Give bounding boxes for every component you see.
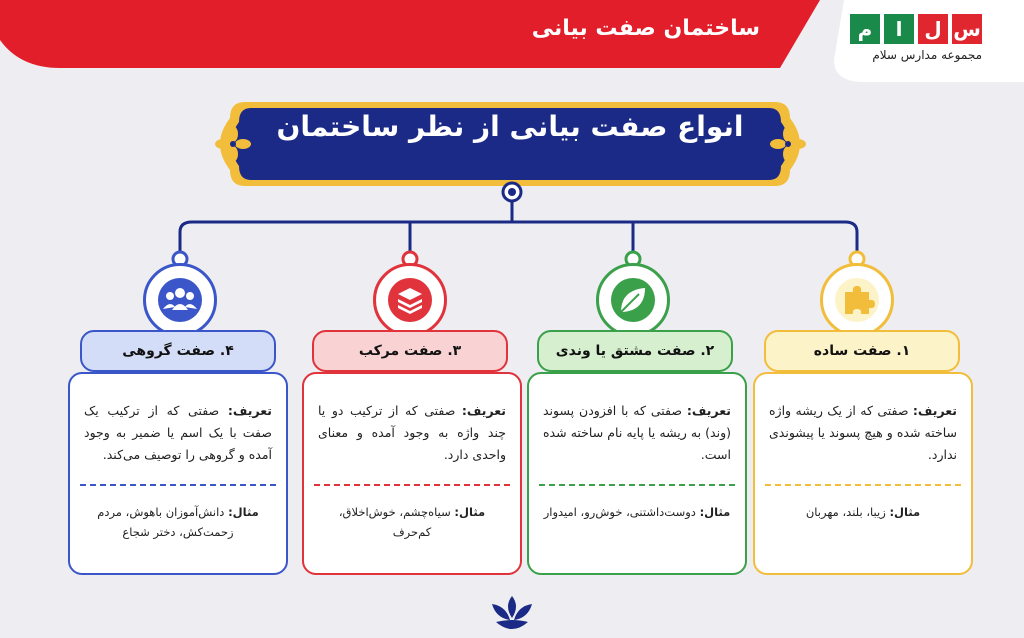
leaf-icon-circle [596,263,670,337]
logo-letter: م [850,14,880,44]
card-example [543,502,731,522]
example-text: دوست‌داشتنی، خوش‌رو، امیدوار [543,505,696,519]
card-title: ۲. صفت مشتق یا وندی [537,330,733,372]
card-definition [318,400,506,466]
leaf-icon [609,276,657,324]
definition-text: صفتی که از ترکیب یک صفت با یک اسم یا ضمیر به وجود آمده و گروهی را توصیف می‌کند. [84,403,272,462]
example-label: مثال: [699,505,731,519]
group-icon-circle [143,263,217,337]
card-definition [84,400,272,466]
group-icon [156,276,204,324]
definition-label: تعریف: [912,403,957,418]
card-definition [769,400,957,466]
card-title: ۴. صفت گروهی [80,330,276,372]
example-text: دانش‌آموزان باهوش، مردم زحمت‌کش، دختر شجاع [97,505,234,539]
logo-letter: س [952,14,982,44]
puzzle-icon-circle [820,263,894,337]
header-title: ساختمان صفت بیانی [531,16,760,41]
example-label: مثال: [889,505,921,519]
card-title: ۱. صفت ساده [764,330,960,372]
bottom-logo-icon [486,588,538,638]
layers-icon [386,276,434,324]
definition-text: صفتی که با افزودن پسوند (وند) به ریشه یا پایه نام ساخته شده است. [543,403,731,462]
divider [765,484,961,486]
divider [314,484,510,486]
layers-icon-circle [373,263,447,337]
logo-subtitle: مجموعه مدارس سلام [872,48,982,62]
example-text: سیاه‌چشم، خوش‌اخلاق، کم‌حرف [338,505,451,539]
logo-letter: ا [884,14,914,44]
divider [80,484,276,486]
divider [539,484,735,486]
definition-text: صفتی که از ترکیب دو یا چند واژه به وجود آمده و معنای واحدی دارد. [318,403,506,462]
card-example [84,502,272,542]
definition-label: تعریف: [461,403,506,418]
card-example [318,502,506,542]
logo-letter: ل [918,14,948,44]
definition-text: صفتی که از یک ریشه واژه ساخته شده و هیچ پسوند یا پیشوندی ندارد. [769,403,957,462]
example-label: مثال: [454,505,486,519]
card-title: ۳. صفت مرکب [312,330,508,372]
card-definition [543,400,731,466]
definition-label: تعریف: [686,403,731,418]
definition-label: تعریف: [227,403,272,418]
example-text: زیبا، بلند، مهربان [805,505,886,519]
puzzle-icon [833,276,881,324]
banner-title: انواع صفت بیانی از نظر ساختمان [276,110,744,143]
card-example [769,502,957,522]
example-label: مثال: [228,505,259,519]
